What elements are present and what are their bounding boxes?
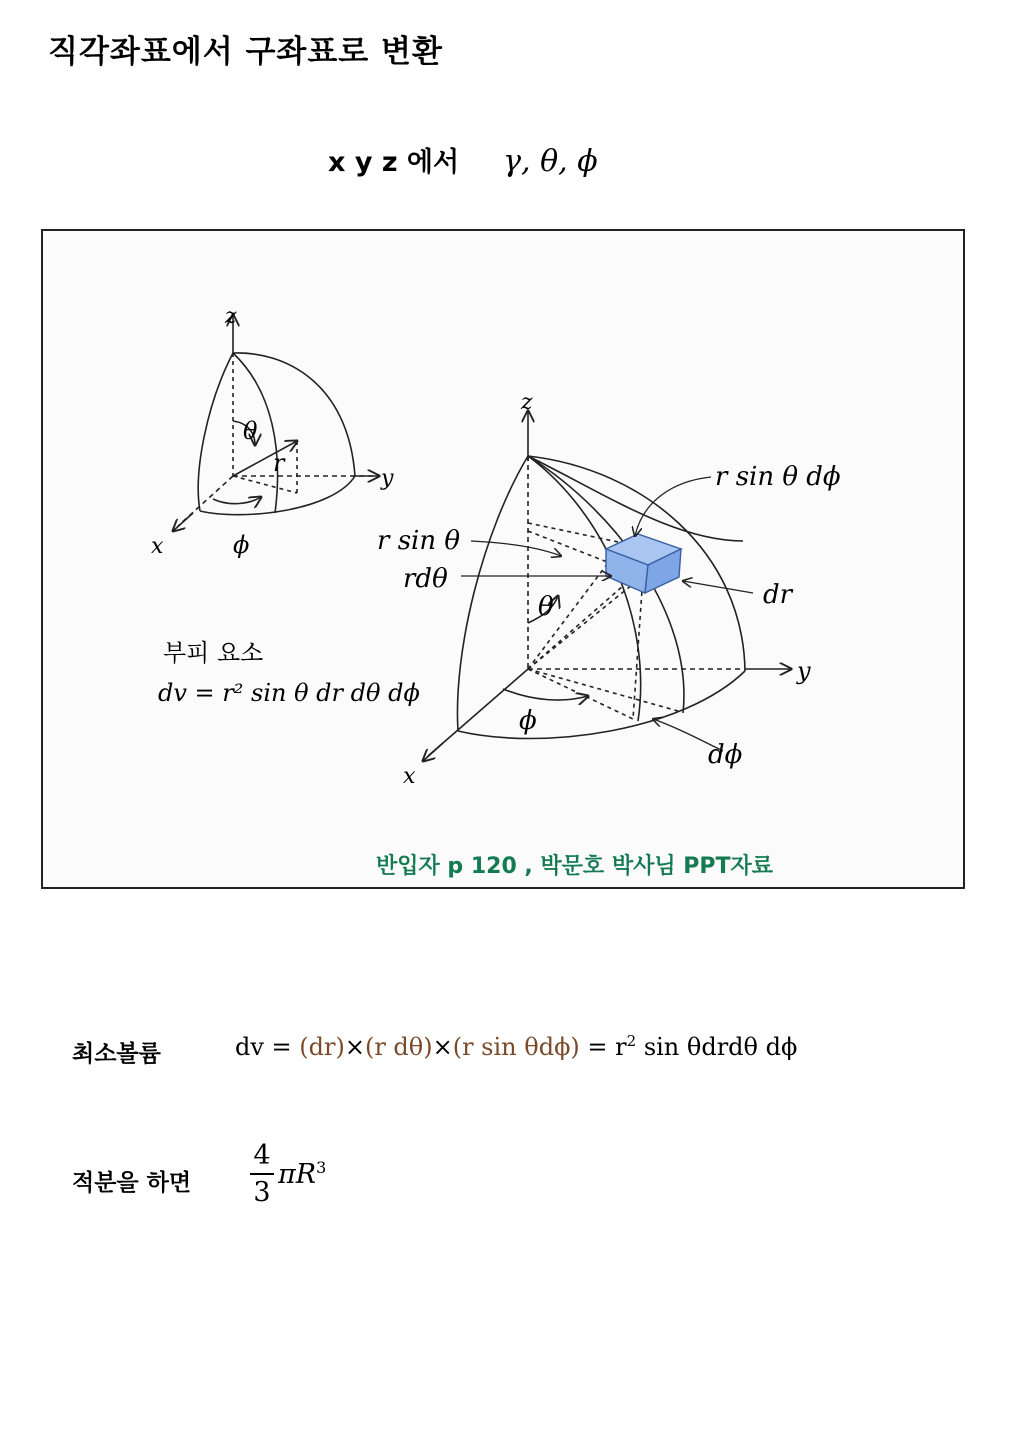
figure-source-citation: 반입자 p 120 , 박문호 박사님 PPT자료	[376, 854, 774, 879]
right-x-label: x	[403, 764, 416, 789]
left-x-label: x	[151, 534, 164, 559]
callouts	[461, 477, 753, 751]
left-phi-arc	[213, 497, 261, 504]
min-volume-formula: dv = (dr)×(r dθ)×(r $\sin \theta d\phi) = r^2$ sin θdrdθ dϕ	[235, 1032, 798, 1061]
right-proj-line-1	[528, 669, 633, 719]
integral-label: 적분을 하면	[72, 1170, 192, 1196]
label-dphi: dϕ	[708, 740, 743, 770]
label-dr: dr	[763, 580, 793, 610]
subtitle-text: x y z 에서	[328, 147, 460, 178]
right-rsin-line-1	[528, 523, 623, 543]
volume-element-caption-title: 부피 요소	[163, 639, 264, 667]
left-y-label: y	[381, 466, 394, 491]
left-octant	[173, 315, 379, 531]
right-arc-front	[457, 456, 528, 731]
label-r-dtheta: rdθ	[403, 564, 448, 594]
right-parallel-1	[528, 456, 743, 541]
page-title: 직각좌표에서 구좌표로 변환	[48, 34, 443, 70]
left-phi-label: ϕ	[233, 531, 250, 559]
fraction: 4 3	[250, 1140, 274, 1208]
right-phi-label: ϕ	[519, 706, 537, 736]
left-theta-label: θ	[243, 417, 258, 445]
right-x-arrow	[423, 743, 443, 761]
left-proj-line	[233, 476, 297, 493]
left-arc-front	[198, 353, 233, 511]
volume-element-box	[606, 534, 681, 593]
pi-r-cubed: $\pi R^3$	[278, 1158, 327, 1190]
right-z-label: z	[521, 390, 533, 415]
left-z-label: z	[225, 304, 237, 329]
right-x-axis	[428, 669, 528, 756]
left-x-arrow	[173, 513, 193, 531]
figure-drawing	[43, 231, 963, 887]
left-arc-back	[233, 353, 355, 476]
right-meridian-1	[528, 456, 641, 721]
right-r-line-2	[528, 576, 643, 669]
min-volume-label: 최소볼륨	[72, 1041, 161, 1067]
volume-element-caption-formula: dv = r² sin θ dr dθ dϕ	[158, 679, 420, 707]
left-r-label: r	[273, 449, 285, 477]
right-y-label: y	[797, 657, 811, 685]
callout-dr	[683, 581, 753, 593]
subtitle	[328, 140, 598, 179]
subtitle-vars: γ, θ, ϕ	[503, 144, 598, 179]
right-theta-label: θ	[538, 592, 554, 622]
label-r-sin-theta: r sin θ	[377, 526, 461, 556]
left-r-vector	[233, 441, 297, 476]
sphere-volume-result	[250, 1140, 326, 1208]
label-r-sin-theta-dphi: r sin θ dϕ	[715, 462, 841, 492]
spherical-coordinates-figure	[41, 229, 965, 889]
